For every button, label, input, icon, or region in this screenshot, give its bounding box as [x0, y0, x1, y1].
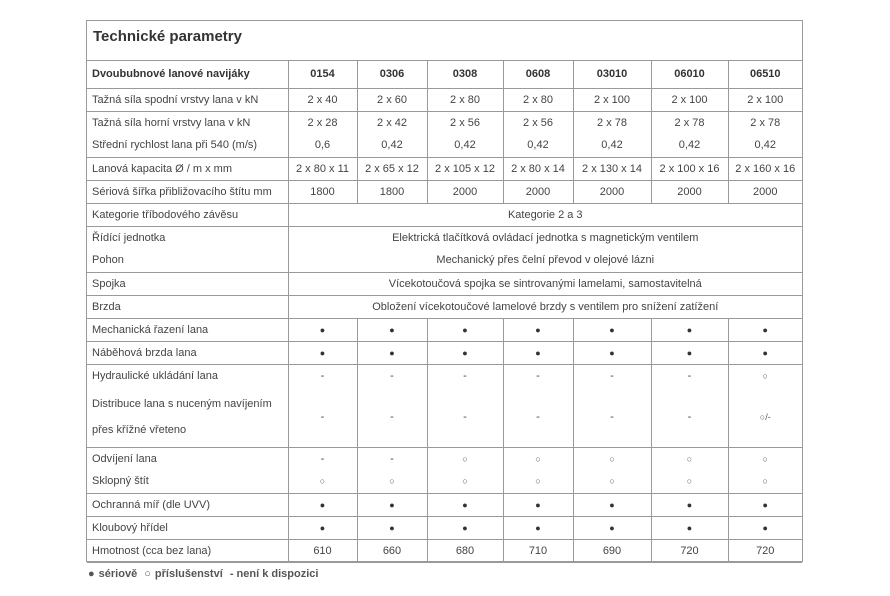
value-cell: 0,42: [503, 134, 573, 157]
serial-symbol: ●: [88, 568, 95, 580]
accessory-ring-icon: ○: [427, 470, 503, 493]
accessory-ring-icon: ○/-: [728, 387, 802, 447]
value-cell: 2000: [573, 180, 651, 203]
row-label: Spojka: [87, 272, 288, 295]
table-row: [87, 295, 802, 318]
value-cell: 2000: [503, 180, 573, 203]
value-cell: 2 x 80: [503, 88, 573, 111]
row-label: Řídící jednotka: [87, 226, 288, 249]
row-label: Sériová šířka přibližovacího štítu mm: [87, 180, 288, 203]
value-cell: 2 x 80 x 11: [288, 157, 357, 180]
table-row: [87, 470, 802, 493]
parameters-table: [87, 61, 802, 563]
table-row: [87, 134, 802, 157]
value-cell: 2 x 56: [503, 111, 573, 134]
value-cell: -: [503, 387, 573, 447]
serial-label: sériově: [98, 568, 138, 580]
row-label: Kloubový hřídel: [87, 516, 288, 539]
value-cell: 0,42: [357, 134, 427, 157]
standard-dot-icon: ●: [357, 493, 427, 516]
standard-dot-icon: ●: [503, 516, 573, 539]
standard-dot-icon: ●: [503, 341, 573, 364]
value-cell: 2 x 130 x 14: [573, 157, 651, 180]
accessory-ring-icon: ○: [503, 470, 573, 493]
accessory-ring-icon: ○: [573, 447, 651, 470]
table-row: [87, 364, 802, 387]
spanned-value: Mechanický přes čelní převod v olejové lázni: [288, 249, 802, 272]
table-row: [87, 180, 802, 203]
value-cell: 2 x 65 x 12: [357, 157, 427, 180]
value-cell: 2 x 40: [288, 88, 357, 111]
value-cell: 2 x 100: [651, 88, 728, 111]
standard-dot-icon: ●: [728, 318, 802, 341]
value-cell: -: [503, 364, 573, 387]
value-cell: 2 x 100 x 16: [651, 157, 728, 180]
row-label: Hydraulické ukládání lana: [87, 364, 288, 387]
standard-dot-icon: ●: [503, 318, 573, 341]
table-row: [87, 539, 802, 562]
value-cell: 690: [573, 539, 651, 562]
model-header: 0608: [503, 61, 573, 88]
value-cell: 2 x 28: [288, 111, 357, 134]
table-row: [87, 111, 802, 134]
table-row: [87, 203, 802, 226]
value-cell: 2 x 160 x 16: [728, 157, 802, 180]
standard-dot-icon: ●: [573, 516, 651, 539]
model-header: 0306: [357, 61, 427, 88]
value-cell: 1800: [288, 180, 357, 203]
value-cell: 2 x 78: [651, 111, 728, 134]
value-cell: 0,6: [288, 134, 357, 157]
row-label: Pohon: [87, 249, 288, 272]
page-title: Technické parametry: [93, 28, 242, 45]
accessory-ring-icon: ○: [427, 447, 503, 470]
row-label: Tažná síla horní vrstvy lana v kN: [87, 111, 288, 134]
table-row: [87, 318, 802, 341]
value-cell: -: [357, 364, 427, 387]
value-cell: 2 x 80: [427, 88, 503, 111]
value-cell: 2 x 60: [357, 88, 427, 111]
legend: [88, 568, 322, 580]
accessory-ring-icon: ○: [728, 364, 802, 387]
row-label: [87, 387, 288, 447]
value-cell: -: [573, 387, 651, 447]
spanned-value: Obložení vícekotoučové lamelové brzdy s ventilem pro snížení zatížení: [288, 295, 802, 318]
model-header: 03010: [573, 61, 651, 88]
parameters-panel: [86, 20, 803, 562]
standard-dot-icon: ●: [427, 516, 503, 539]
standard-dot-icon: ●: [357, 516, 427, 539]
value-cell: -: [427, 364, 503, 387]
model-header: 06510: [728, 61, 802, 88]
standard-dot-icon: ●: [357, 341, 427, 364]
header-label: Dvoububnové lanové navijáky: [87, 61, 288, 88]
value-cell: -: [357, 387, 427, 447]
value-cell: 2 x 78: [728, 111, 802, 134]
value-cell: 2 x 105 x 12: [427, 157, 503, 180]
not-available-label: - není k dispozici: [229, 568, 319, 580]
table-row: [87, 387, 802, 447]
model-header: 0154: [288, 61, 357, 88]
standard-dot-icon: ●: [357, 318, 427, 341]
value-cell: -: [288, 364, 357, 387]
table-row: [87, 272, 802, 295]
value-cell: 1800: [357, 180, 427, 203]
value-cell: 720: [728, 539, 802, 562]
table-row: [87, 88, 802, 111]
accessory-ring-icon: ○: [651, 470, 728, 493]
model-header: 06010: [651, 61, 728, 88]
standard-dot-icon: ●: [573, 341, 651, 364]
standard-dot-icon: ●: [503, 493, 573, 516]
value-cell: 610: [288, 539, 357, 562]
value-cell: 680: [427, 539, 503, 562]
row-label: Ochranná míř (dle UVV): [87, 493, 288, 516]
standard-dot-icon: ●: [288, 318, 357, 341]
value-cell: 710: [503, 539, 573, 562]
accessory-ring-icon: ○: [728, 447, 802, 470]
table-row: [87, 447, 802, 470]
value-cell: 2 x 100: [573, 88, 651, 111]
table-row: [87, 226, 802, 249]
standard-dot-icon: ●: [288, 493, 357, 516]
row-label: Brzda: [87, 295, 288, 318]
row-label: Hmotnost (cca bez lana): [87, 539, 288, 562]
standard-dot-icon: ●: [288, 341, 357, 364]
value-cell: -: [427, 387, 503, 447]
value-cell: 2 x 56: [427, 111, 503, 134]
title-bar: [87, 21, 802, 61]
row-label: Lanová kapacita Ø / m x mm: [87, 157, 288, 180]
standard-dot-icon: ●: [573, 493, 651, 516]
row-label: Tažná síla spodní vrstvy lana v kN: [87, 88, 288, 111]
standard-dot-icon: ●: [651, 493, 728, 516]
standard-dot-icon: ●: [573, 318, 651, 341]
table-row: [87, 341, 802, 364]
standard-dot-icon: ●: [427, 341, 503, 364]
standard-dot-icon: ●: [651, 318, 728, 341]
row-label: Kategorie tříbodového závěsu: [87, 203, 288, 226]
value-cell: 720: [651, 539, 728, 562]
row-label-line: přes křížné vřeteno: [92, 423, 187, 436]
accessory-symbol: ○: [144, 568, 151, 580]
value-cell: 0,42: [427, 134, 503, 157]
standard-dot-icon: ●: [651, 341, 728, 364]
value-cell: 2000: [728, 180, 802, 203]
table-header-row: [87, 61, 802, 88]
table-row: [87, 493, 802, 516]
table-row: [87, 157, 802, 180]
spanned-value: Kategorie 2 a 3: [288, 203, 802, 226]
table-row: [87, 516, 802, 539]
accessory-ring-icon: ○: [573, 470, 651, 493]
value-cell: 2000: [651, 180, 728, 203]
value-cell: 2000: [427, 180, 503, 203]
row-label: Náběhová brzda lana: [87, 341, 288, 364]
value-cell: 0,42: [728, 134, 802, 157]
standard-dot-icon: ●: [427, 318, 503, 341]
row-label: Sklopný štít: [87, 470, 288, 493]
accessory-label: příslušenství: [154, 568, 223, 580]
standard-dot-icon: ●: [728, 341, 802, 364]
value-cell: -: [651, 364, 728, 387]
table-row: [87, 249, 802, 272]
row-label: Odvíjení lana: [87, 447, 288, 470]
value-cell: -: [573, 364, 651, 387]
value-cell: 0,42: [651, 134, 728, 157]
spanned-value: Elektrická tlačítková ovládací jednotka s magnetickým ventilem: [288, 226, 802, 249]
accessory-ring-icon: ○: [357, 470, 427, 493]
row-label-line: Distribuce lana s nuceným navíjením: [92, 397, 272, 410]
standard-dot-icon: ●: [288, 516, 357, 539]
value-cell: 0,42: [573, 134, 651, 157]
value-cell: 2 x 80 x 14: [503, 157, 573, 180]
value-cell: -: [651, 387, 728, 447]
spanned-value: Vícekotoučová spojka se sintrovanými lamelami, samostavitelná: [288, 272, 802, 295]
accessory-ring-icon: ○: [288, 470, 357, 493]
row-label: Mechanická řazení lana: [87, 318, 288, 341]
value-cell: 660: [357, 539, 427, 562]
accessory-ring-icon: ○: [728, 470, 802, 493]
value-cell: -: [357, 447, 427, 470]
accessory-ring-icon: ○: [651, 447, 728, 470]
standard-dot-icon: ●: [728, 493, 802, 516]
standard-dot-icon: ●: [651, 516, 728, 539]
model-header: 0308: [427, 61, 503, 88]
standard-dot-icon: ●: [427, 493, 503, 516]
value-cell: 2 x 100: [728, 88, 802, 111]
row-label: Střední rychlost lana při 540 (m/s): [87, 134, 288, 157]
value-cell: 2 x 42: [357, 111, 427, 134]
standard-dot-icon: ●: [728, 516, 802, 539]
value-cell: -: [288, 387, 357, 447]
accessory-ring-icon: ○: [503, 447, 573, 470]
value-cell: -: [288, 447, 357, 470]
value-cell: 2 x 78: [573, 111, 651, 134]
